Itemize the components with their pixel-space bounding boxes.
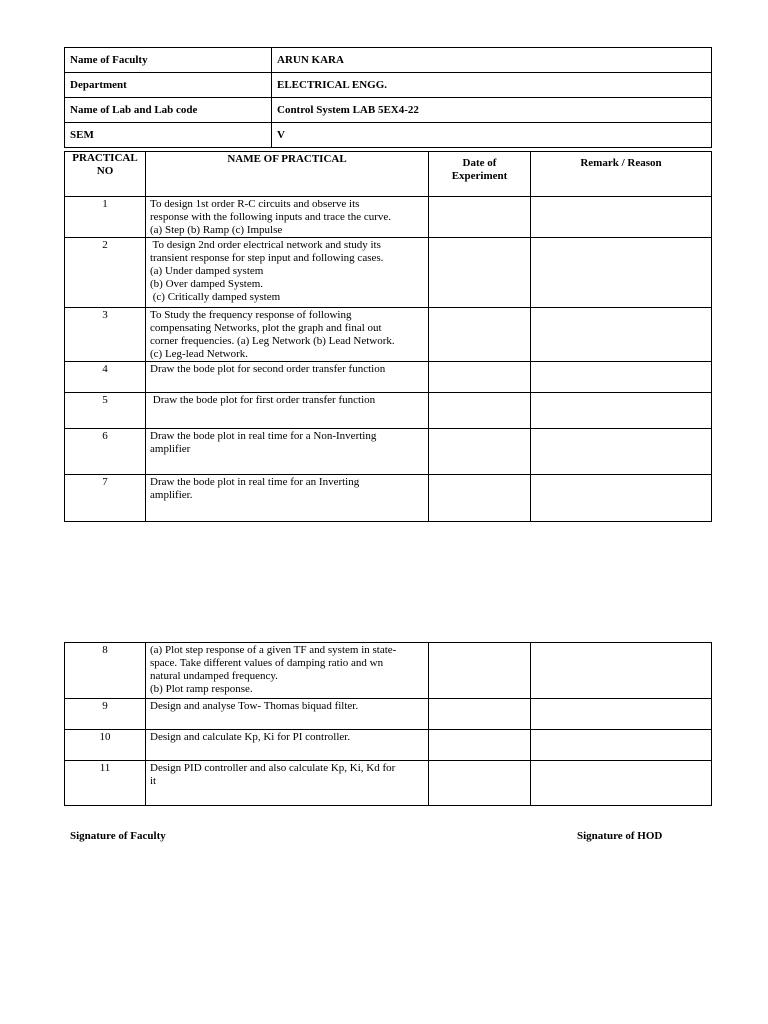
header-practical-no [65,152,146,197]
remark-cell [531,643,712,699]
remark-cell [531,699,712,730]
header-date [429,152,531,197]
practical-name-line: Design and analyse Tow- Thomas biquad filter. [150,700,359,712]
practical-number: 3 [65,308,146,362]
lab-value: Control System LAB 5EX4-22 [272,98,712,123]
table-row [65,699,712,730]
date-of-experiment-cell [429,308,531,362]
info-row-department [65,73,712,98]
practical-name-line: (c) Leg-lead Network. [150,348,249,360]
practical-name-line: To design 1st order R-C circuits and observe its [150,198,360,210]
date-of-experiment-cell [429,699,531,730]
department-label: Department [65,73,272,98]
practical-name-line: compensating Networks, plot the graph and final out [150,322,382,334]
table-row [65,761,712,806]
practical-name [146,643,429,699]
date-of-experiment-cell [429,197,531,238]
date-of-experiment-cell [429,429,531,475]
practical-name-line: Draw the bode plot for second order transfer function [150,363,386,375]
practical-rows-2 [65,643,712,806]
date-of-experiment-cell [429,238,531,308]
practical-name-line: it [150,775,157,787]
faculty-label: Name of Faculty [65,48,272,73]
practical-name [146,699,429,730]
info-row-sem [65,123,712,148]
practical-name [146,197,429,238]
table-row [65,730,712,761]
practical-name-line: amplifier. [150,489,193,501]
remark-cell [531,761,712,806]
date-of-experiment-cell [429,730,531,761]
table-row [65,475,712,522]
practical-number: 5 [65,393,146,429]
practical-number: 6 [65,429,146,475]
header-date-line1: Date of [462,157,497,169]
practical-name-line: response with the following inputs and trace the curve. [150,211,392,223]
faculty-info-table [64,47,712,148]
practical-name-line: natural undamped frequency. [150,670,278,682]
table-row [65,429,712,475]
practical-name [146,393,429,429]
practical-name-line: Design and calculate Kp, Ki for PI controller. [150,731,351,743]
header-practical-no-line1: PRACTICAL [72,152,138,164]
lab-label: Name of Lab and Lab code [65,98,272,123]
practical-table-2 [64,642,712,806]
practical-name-line: Draw the bode plot for first order transfer function [150,394,376,406]
table-header-row [65,152,712,197]
sem-label: SEM [65,123,272,148]
practical-name-line: (c) Critically damped system [150,291,281,303]
practical-number: 7 [65,475,146,522]
table-row [65,197,712,238]
date-of-experiment-cell [429,761,531,806]
practical-name-line: amplifier [150,443,191,455]
sem-value: V [272,123,712,148]
date-of-experiment-cell [429,362,531,393]
header-date-line2: Experiment [451,170,508,182]
practical-name [146,308,429,362]
date-of-experiment-cell [429,393,531,429]
header-remark: Remark / Reason [531,152,712,197]
practical-number: 10 [65,730,146,761]
signature-faculty: Signature of Faculty [70,830,166,842]
practical-number: 1 [65,197,146,238]
date-of-experiment-cell [429,643,531,699]
practical-number: 11 [65,761,146,806]
faculty-value: ARUN KARA [272,48,712,73]
practical-name-line: transient response for step input and following cases. [150,252,384,264]
practical-name [146,362,429,393]
practical-name [146,475,429,522]
table-row [65,643,712,699]
remark-cell [531,197,712,238]
remark-cell [531,429,712,475]
practical-name [146,761,429,806]
remark-cell [531,362,712,393]
practical-number: 2 [65,238,146,308]
signature-hod: Signature of HOD [577,830,663,842]
info-row-faculty [65,48,712,73]
practical-name [146,238,429,308]
remark-cell [531,308,712,362]
remark-cell [531,393,712,429]
table-row [65,393,712,429]
practical-name-line: To Study the frequency response of following [150,309,352,321]
department-value: ELECTRICAL ENGG. [272,73,712,98]
practical-name-line: (a) Plot step response of a given TF and system in state- [150,644,397,656]
practical-name-line: Draw the bode plot in real time for a Non-Inverting [150,430,377,442]
header-practical-name: NAME OF PRACTICAL [146,152,429,197]
practical-number: 4 [65,362,146,393]
practical-name-line: (b) Over damped System. [150,278,264,290]
practical-name-line: Draw the bode plot in real time for an Inverting [150,476,360,488]
table-row [65,238,712,308]
practical-name [146,429,429,475]
remark-cell [531,730,712,761]
date-of-experiment-cell [429,475,531,522]
practical-number: 8 [65,643,146,699]
table-row [65,308,712,362]
info-row-lab [65,98,712,123]
practical-table-1 [64,151,712,522]
practical-name-line: (a) Step (b) Ramp (c) Impulse [150,224,283,236]
remark-cell [531,475,712,522]
practical-rows-1 [65,197,712,522]
practical-name-line: corner frequencies. (a) Leg Network (b) Lead Network. [150,335,395,347]
remark-cell [531,238,712,308]
header-practical-no-line2: NO [96,165,114,177]
table-row [65,362,712,393]
practical-name-line: Design PID controller and also calculate Kp, Ki, Kd for [150,762,396,774]
practical-name-line: To design 2nd order electrical network and study its [150,239,381,251]
practical-number: 9 [65,699,146,730]
practical-name [146,730,429,761]
practical-name-line: (a) Under damped system [150,265,264,277]
practical-name-line: space. Take different values of damping ratio and wn [150,657,384,669]
practical-name-line: (b) Plot ramp response. [150,683,253,695]
